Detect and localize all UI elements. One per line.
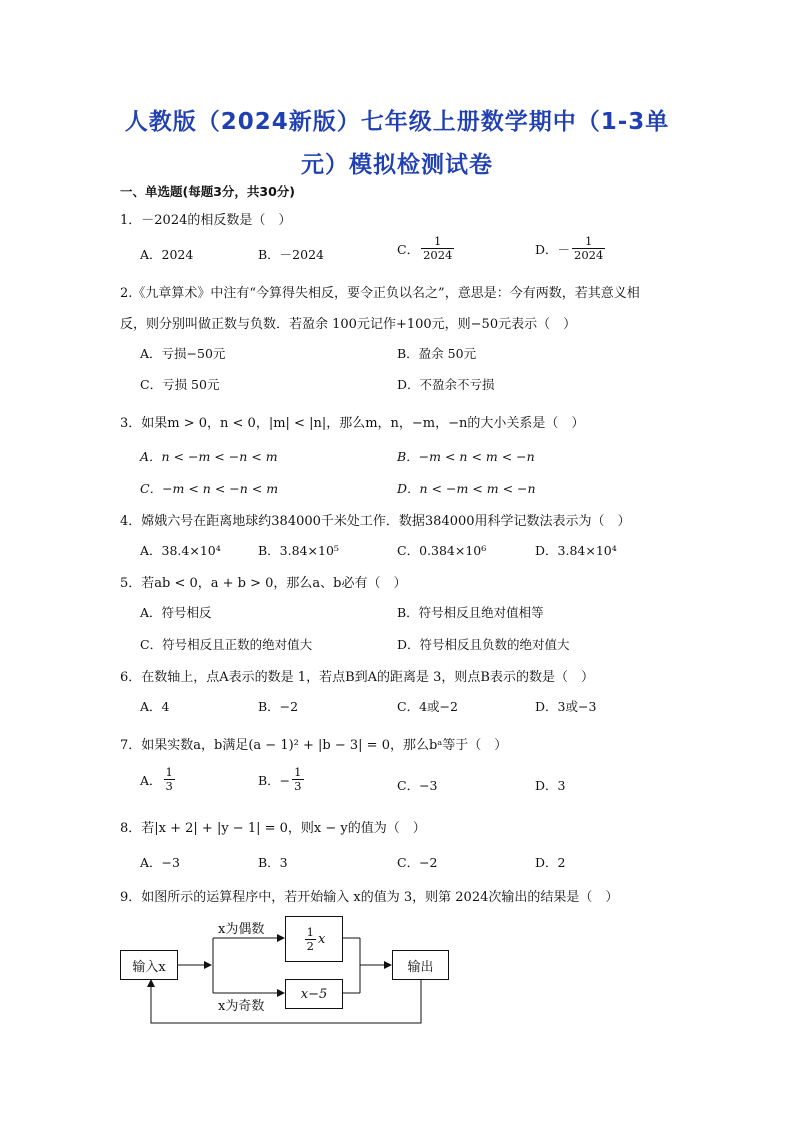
q3-option-b: B．−m < n < m < −n — [397, 449, 535, 464]
question-2-line1: 2.《九章算术》中注有“今算得失相反，要令正负以名之”，意思是：今有两数，若其意义相 — [120, 286, 640, 301]
question-5: 5．若ab < 0，a + b > 0，那么a、b必有（ ） — [120, 576, 407, 591]
question-1: 1．－2024的相反数是（ ） — [120, 213, 292, 228]
flow-even-box — [285, 916, 343, 962]
q5-option-c: C．符号相反且正数的绝对值大 — [140, 637, 313, 652]
flow-even-fraction — [305, 926, 316, 953]
q1-option-d-label: D．－ — [535, 241, 571, 257]
question-4: 4．嫦娥六号在距离地球约384000千米处工作．数据384000用科学记数法表示为（ ） — [120, 514, 631, 529]
question-2-line2: 反，则分别叫做正数与负数．若盈余 100元记作+100元，则−50元表示（ ） — [120, 317, 577, 332]
q4-option-c: C．0.384×10⁶ — [397, 543, 487, 558]
q1-d-numerator: 1 — [585, 234, 593, 248]
question-8: 8．若|x + 2| + |y − 1| = 0，则x − y的值为（ ） — [120, 821, 426, 836]
flow-odd-box — [285, 979, 343, 1009]
flow-odd-expression: x−5 — [300, 986, 328, 1002]
page-title-line1: 人教版（2024新版）七年级上册数学期中（1-3单 — [124, 109, 670, 135]
q1-c-denominator: 2024 — [423, 248, 453, 262]
q1-option-a: A．2024 — [140, 247, 194, 262]
flow-even-denominator: 2 — [306, 938, 314, 953]
q7-option-d: D．3 — [535, 778, 566, 793]
q2-option-d: D．不盈余不亏损 — [397, 377, 495, 392]
question-9: 9．如图所示的运算程序中，若开始输入 x的值为 3，则第 2024次输出的结果是（ ） — [120, 890, 619, 905]
q4-option-b: B．3.84×10⁵ — [258, 543, 339, 558]
flow-even-numerator: 1 — [306, 924, 314, 939]
question-7: 7．如果实数a，b满足(a − 1)² + |b − 3| = 0，那么bᵃ等于（ ） — [120, 738, 508, 753]
q8-option-b: B．3 — [258, 855, 288, 870]
q5-option-a: A．符号相反 — [140, 605, 212, 620]
q7-option-b-label: B．− — [258, 772, 291, 788]
q2-option-b: B．盈余 50元 — [397, 346, 477, 361]
q7-option-c: C．−3 — [397, 778, 438, 793]
q4-option-a: A．38.4×10⁴ — [140, 543, 221, 558]
q6-option-b: B．−2 — [258, 699, 299, 714]
q1-c-numerator: 1 — [434, 234, 442, 248]
q1-d-denominator: 2024 — [574, 248, 604, 262]
q7-b-denominator: 3 — [294, 779, 302, 793]
q6-option-a: A．4 — [140, 699, 170, 714]
flow-input-label: 输入x — [132, 959, 166, 975]
flow-output-label: 输出 — [407, 959, 434, 975]
q5-option-d: D．符号相反且负数的绝对值大 — [397, 637, 570, 652]
flow-output-box — [392, 950, 449, 980]
q1-option-c-label: C． — [397, 241, 420, 257]
q3-option-a: A．n < −m < −n < m — [140, 449, 278, 464]
page-title-line2: 元）模拟检测试卷 — [301, 152, 493, 178]
flow-odd-label: x为奇数 — [218, 999, 265, 1014]
q1-option-b: B．－2024 — [258, 247, 324, 262]
q6-option-d: D．3或−3 — [535, 699, 597, 714]
q7-a-numerator: 1 — [165, 765, 173, 779]
q3-option-d: D．n < −m < m < −n — [397, 481, 536, 496]
q7-b-numerator: 1 — [294, 765, 302, 779]
question-6: 6．在数轴上，点A表示的数是 1，若点B到A的距离是 3，则点B表示的数是（ ） — [120, 670, 594, 685]
q6-option-c: C．4或−2 — [397, 699, 458, 714]
q8-option-a: A．−3 — [140, 855, 180, 870]
q2-option-c: C．亏损 50元 — [140, 377, 220, 392]
section-heading: 一、单选题(每题3分，共30分) — [120, 184, 296, 199]
q8-option-d: D．2 — [535, 855, 566, 870]
q8-option-c: C．−2 — [397, 855, 438, 870]
q2-option-a: A．亏损−50元 — [140, 346, 226, 361]
q4-option-d: D．3.84×10⁴ — [535, 543, 617, 558]
q7-a-denominator: 3 — [165, 779, 173, 793]
flow-input-box — [120, 950, 178, 980]
flow-even-label: x为偶数 — [218, 922, 265, 937]
q5-option-b: B．符号相反且绝对值相等 — [397, 605, 544, 620]
question-3: 3．如果m > 0，n < 0，|m| < |n|，那么m，n，−m，−n的大小关系是（ ） — [120, 416, 585, 431]
q7-option-a-label: A． — [140, 772, 162, 788]
q3-option-c: C．−m < n < −n < m — [140, 481, 279, 496]
flow-even-variable: x — [317, 931, 326, 947]
